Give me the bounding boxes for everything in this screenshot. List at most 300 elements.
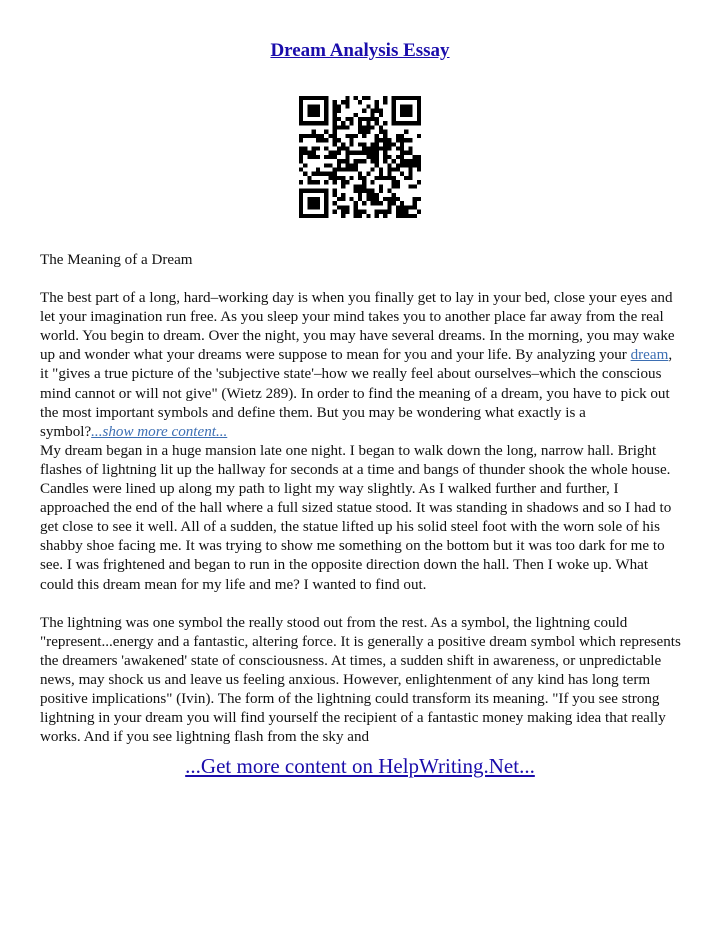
qr-module [337, 125, 341, 129]
qr-module [392, 176, 396, 180]
qr-module [349, 163, 353, 167]
qr-module [333, 113, 337, 117]
qr-module [387, 176, 391, 180]
qr-module [333, 104, 337, 108]
qr-module [375, 100, 379, 104]
qr-module [362, 210, 366, 214]
qr-module [417, 134, 421, 138]
qr-module [404, 130, 408, 134]
title-link[interactable]: Dream Analysis Essay [270, 40, 450, 61]
qr-module [316, 138, 320, 142]
qr-module [379, 176, 383, 180]
qr-module [379, 201, 383, 205]
qr-module [408, 121, 412, 125]
qr-module [307, 201, 311, 205]
qr-module [379, 130, 383, 134]
qr-module [417, 163, 421, 167]
qr-module [387, 201, 391, 205]
paragraph-lightning: The lightning was one symbol the really stood out from the rest. As a symbol, the lightning could "represent...energy and a fantastic, altering force. It is generally a positive dream symbol which represents the dreamers 'awakened' state of consciousness. At times, a sudden shift in awareness, or unpredictable news, may shock us and leave us feeling anxious. However, enlightenment of any kind has long term positive implications" (Ivin). The form of the lightning could transform its meaning. "If you see strong lightning in your dream you will find yourself the recipient of a fantastic money making idea that really works. And if you see lightning flash from the sky and [40, 614, 681, 746]
qr-module [375, 134, 379, 138]
qr-module [392, 193, 396, 197]
qr-module [375, 176, 379, 180]
qr-module [316, 113, 320, 117]
qr-module [417, 180, 421, 184]
qr-module [345, 125, 349, 129]
qr-module [379, 168, 383, 172]
qr-module [358, 159, 362, 163]
qr-module [375, 159, 379, 163]
qr-module [316, 109, 320, 113]
qr-module [345, 168, 349, 172]
qr-module [383, 176, 387, 180]
qr-module [404, 96, 408, 100]
qr-module [307, 176, 311, 180]
qr-module [354, 163, 358, 167]
qr-module [371, 113, 375, 117]
qr-module [400, 151, 404, 155]
qr-module [299, 146, 303, 150]
qr-module [316, 180, 320, 184]
qr-module [320, 138, 324, 142]
qr-module [316, 189, 320, 193]
qr-module [396, 138, 400, 142]
qr-module [303, 121, 307, 125]
qr-module [417, 121, 421, 125]
qr-module [408, 96, 412, 100]
qr-module [307, 197, 311, 201]
qr-module [408, 168, 412, 172]
qr-module [417, 159, 421, 163]
dream-link[interactable]: dream [630, 347, 669, 364]
qr-module [299, 151, 303, 155]
qr-module [312, 180, 316, 184]
qr-module [392, 109, 396, 113]
qr-module [358, 142, 362, 146]
qr-module [337, 163, 341, 167]
qr-module [337, 168, 341, 172]
qr-module [383, 210, 387, 214]
qr-module [299, 201, 303, 205]
qr-module [333, 151, 337, 155]
qr-module [299, 134, 303, 138]
qr-module [404, 163, 408, 167]
qr-module [299, 121, 303, 125]
qr-module [349, 138, 353, 142]
qr-module [341, 159, 345, 163]
qr-module [320, 96, 324, 100]
qr-module [307, 189, 311, 193]
qr-module [333, 189, 337, 193]
qr-module [328, 134, 332, 138]
qr-module [307, 134, 311, 138]
qr-module [404, 214, 408, 218]
qr-module [400, 138, 404, 142]
qr-module [324, 214, 328, 218]
qr-module [312, 121, 316, 125]
qr-module [349, 121, 353, 125]
qr-module [349, 117, 353, 121]
qr-module [349, 176, 353, 180]
qr-module [417, 104, 421, 108]
qr-module [371, 193, 375, 197]
qr-module [396, 197, 400, 201]
qr-module [375, 197, 379, 201]
qr-module [345, 180, 349, 184]
qr-module [316, 201, 320, 205]
qr-module [341, 193, 345, 197]
qr-module [324, 201, 328, 205]
qr-module [400, 172, 404, 176]
qr-module [387, 138, 391, 142]
qr-module [366, 125, 370, 129]
qr-module [375, 146, 379, 150]
qr-module [387, 142, 391, 146]
qr-module [400, 134, 404, 138]
qr-module [375, 193, 379, 197]
essay-body [40, 251, 682, 747]
qr-module [366, 155, 370, 159]
qr-module [400, 113, 404, 117]
qr-module [387, 163, 391, 167]
qr-module [375, 151, 379, 155]
qr-module [324, 172, 328, 176]
qr-module [375, 104, 379, 108]
qr-module [404, 151, 408, 155]
qr-module [324, 189, 328, 193]
qr-module [358, 100, 362, 104]
qr-module [379, 210, 383, 214]
qr-module [345, 210, 349, 214]
qr-module [366, 104, 370, 108]
qr-module [358, 214, 362, 218]
qr-module [358, 193, 362, 197]
qr-module [396, 210, 400, 214]
qr-module [320, 134, 324, 138]
qr-module [312, 155, 316, 159]
qr-module [358, 189, 362, 193]
qr-module [341, 184, 345, 188]
qr-module [362, 176, 366, 180]
qr-module [366, 214, 370, 218]
qr-module [307, 104, 311, 108]
qr-module [387, 197, 391, 201]
qr-module [408, 104, 412, 108]
qr-module [303, 172, 307, 176]
qr-module [358, 151, 362, 155]
qr-module [324, 193, 328, 197]
qr-module [299, 100, 303, 104]
qr-module [375, 138, 379, 142]
qr-module [299, 193, 303, 197]
qr-module [404, 176, 408, 180]
qr-module [324, 138, 328, 142]
qr-module [316, 96, 320, 100]
qr-module [324, 100, 328, 104]
qr-module [408, 138, 412, 142]
qr-module [303, 189, 307, 193]
qr-module [413, 121, 417, 125]
qr-module [333, 117, 337, 121]
qr-module [383, 159, 387, 163]
qr-module [324, 113, 328, 117]
qr-module [316, 172, 320, 176]
qr-module [307, 155, 311, 159]
qr-module [299, 104, 303, 108]
qr-module [375, 142, 379, 146]
qr-module [392, 100, 396, 104]
qr-module [379, 113, 383, 117]
qr-module [354, 189, 358, 193]
qr-module [328, 172, 332, 176]
qr-module [413, 96, 417, 100]
qr-module [392, 96, 396, 100]
qr-module [316, 205, 320, 209]
qr-module [371, 155, 375, 159]
qr-module [413, 159, 417, 163]
qr-module [392, 117, 396, 121]
qr-module [345, 117, 349, 121]
qr-module [400, 146, 404, 150]
qr-module [371, 146, 375, 150]
qr-module [312, 172, 316, 176]
qr-module [379, 184, 383, 188]
intro-text-start: The best part of a long, hard–working day is when you finally get to lay in your bed, close your eyes and let your imagination run free. As you sleep your mind takes you to another place far away from the real world. You begin to dream. Over the night, you may have several dreams. In the morning, you may wake up and wonder what your dreams were suppose to mean for you and your life. By analyzing your [40, 290, 675, 364]
qr-module [417, 155, 421, 159]
qr-module [341, 121, 345, 125]
qr-module [396, 180, 400, 184]
qr-module [328, 155, 332, 159]
qr-module [366, 121, 370, 125]
qr-module [341, 146, 345, 150]
qr-module [371, 117, 375, 121]
qr-module [358, 184, 362, 188]
qr-module [299, 168, 303, 172]
qr-module [320, 172, 324, 176]
get-more-content-link[interactable]: ...Get more content on HelpWriting.Net... [185, 754, 535, 778]
qr-module [362, 109, 366, 113]
qr-module [333, 125, 337, 129]
qr-module [333, 201, 337, 205]
qr-module [417, 109, 421, 113]
qr-module [303, 163, 307, 167]
qr-module [362, 184, 366, 188]
qr-module [345, 104, 349, 108]
qr-module [358, 176, 362, 180]
qr-module [396, 96, 400, 100]
qr-module [341, 197, 345, 201]
qr-module [375, 214, 379, 218]
qr-module [392, 159, 396, 163]
qr-module [362, 96, 366, 100]
qr-module [417, 168, 421, 172]
qr-module [307, 214, 311, 218]
qr-module [379, 138, 383, 142]
qr-module [379, 146, 383, 150]
qr-module [383, 134, 387, 138]
qr-module [320, 214, 324, 218]
qr-module [362, 142, 366, 146]
qr-module [400, 214, 404, 218]
qr-module [337, 109, 341, 113]
page-title [0, 40, 720, 62]
qr-module [371, 125, 375, 129]
qr-module [417, 117, 421, 121]
qr-module [349, 168, 353, 172]
qr-module [375, 201, 379, 205]
paragraph-dream: My dream began in a huge mansion late one night. I began to walk down the long, narrow hall. Bright flashes of lightning lit up the hallway for seconds at a time and bangs of thunder shook the whole house. Candles were lined up along my path to light my way slightly. As I walked further and further, I approached the end of the hall where a full sized statue stood. It was standing in shadows and so I had to get close to see it well. All of a sudden, the statue lifted up his solid steel foot with the worn sole of his shabby shoe facing me. It was trying to show me something on the bottom but it was too dark for me to see. I was frightened and began to run in the opposite direction down the hall. Then I woke up. What could this dream mean for my life and me? I wanted to find out. [40, 442, 672, 593]
qr-module [349, 151, 353, 155]
qr-module [358, 130, 362, 134]
qr-module [354, 205, 358, 209]
qr-module [408, 214, 412, 218]
qr-module [333, 130, 337, 134]
qr-module [387, 205, 391, 209]
qr-module [383, 214, 387, 218]
qr-module [354, 113, 358, 117]
qr-module [383, 121, 387, 125]
qr-module [400, 159, 404, 163]
qr-module [341, 142, 345, 146]
qr-module [345, 159, 349, 163]
qr-module [299, 113, 303, 117]
qr-module [379, 189, 383, 193]
qr-module [333, 176, 337, 180]
qr-module [400, 142, 404, 146]
qr-module [387, 210, 391, 214]
qr-module [392, 201, 396, 205]
qr-module [396, 134, 400, 138]
qr-module [358, 125, 362, 129]
qr-module [371, 109, 375, 113]
qr-module [354, 151, 358, 155]
qr-module [413, 197, 417, 201]
qr-module [396, 205, 400, 209]
qr-module [387, 189, 391, 193]
qr-module [316, 155, 320, 159]
qr-module [324, 163, 328, 167]
qr-module [375, 163, 379, 167]
qr-module [408, 109, 412, 113]
qr-module [362, 130, 366, 134]
qr-module [303, 134, 307, 138]
qr-module [413, 214, 417, 218]
qr-module [366, 130, 370, 134]
qr-module [333, 121, 337, 125]
qr-module [413, 184, 417, 188]
qr-module [366, 96, 370, 100]
qr-module [312, 96, 316, 100]
qr-module [354, 96, 358, 100]
qr-module [345, 155, 349, 159]
qr-module [400, 155, 404, 159]
qr-module [408, 205, 412, 209]
qr-module [396, 146, 400, 150]
qr-module [299, 117, 303, 121]
qr-module [333, 155, 337, 159]
qr-module [417, 197, 421, 201]
qr-module [383, 142, 387, 146]
qr-module [413, 201, 417, 205]
qr-module [396, 121, 400, 125]
qr-module [316, 214, 320, 218]
qr-module [400, 205, 404, 209]
qr-module [303, 146, 307, 150]
qr-module [387, 172, 391, 176]
qr-module [396, 163, 400, 167]
qr-module [383, 146, 387, 150]
qr-module [324, 96, 328, 100]
qr-module [392, 168, 396, 172]
qr-module [324, 117, 328, 121]
qr-module [358, 172, 362, 176]
qr-module [337, 117, 341, 121]
qr-module [341, 214, 345, 218]
qr-module [408, 163, 412, 167]
qr-module [341, 210, 345, 214]
qr-module [354, 184, 358, 188]
qr-module [324, 146, 328, 150]
show-more-link[interactable]: ...show more content... [91, 423, 228, 440]
qr-module [337, 146, 341, 150]
qr-module [417, 113, 421, 117]
qr-module [383, 96, 387, 100]
qr-module [333, 100, 337, 104]
qr-module [307, 96, 311, 100]
qr-module [371, 142, 375, 146]
qr-module [312, 113, 316, 117]
qr-module [362, 125, 366, 129]
qr-module [328, 151, 332, 155]
qr-module [396, 155, 400, 159]
qr-module [316, 168, 320, 172]
qr-module [358, 117, 362, 121]
qr-module [303, 151, 307, 155]
qr-module [362, 201, 366, 205]
qr-module [417, 100, 421, 104]
qr-module [400, 201, 404, 205]
qr-module [400, 104, 404, 108]
qr-module [396, 168, 400, 172]
qr-module [417, 210, 421, 214]
qr-module [303, 214, 307, 218]
qr-module [337, 205, 341, 209]
qr-module [341, 180, 345, 184]
qr-module [354, 159, 358, 163]
qr-module [366, 197, 370, 201]
qr-module [341, 205, 345, 209]
qr-module [316, 146, 320, 150]
qr-module [299, 96, 303, 100]
qr-module [392, 142, 396, 146]
qr-module [387, 155, 391, 159]
qr-module [299, 109, 303, 113]
qr-module [324, 130, 328, 134]
qr-module [349, 197, 353, 201]
qr-module [324, 210, 328, 214]
qr-module [408, 146, 412, 150]
qr-module [375, 210, 379, 214]
qr-module [299, 180, 303, 184]
qr-module [345, 96, 349, 100]
qr-module [307, 205, 311, 209]
qr-module [312, 189, 316, 193]
qr-module [333, 210, 337, 214]
qr-module [324, 155, 328, 159]
qr-module [312, 197, 316, 201]
qr-module [320, 189, 324, 193]
qr-module [383, 130, 387, 134]
qr-module [371, 197, 375, 201]
